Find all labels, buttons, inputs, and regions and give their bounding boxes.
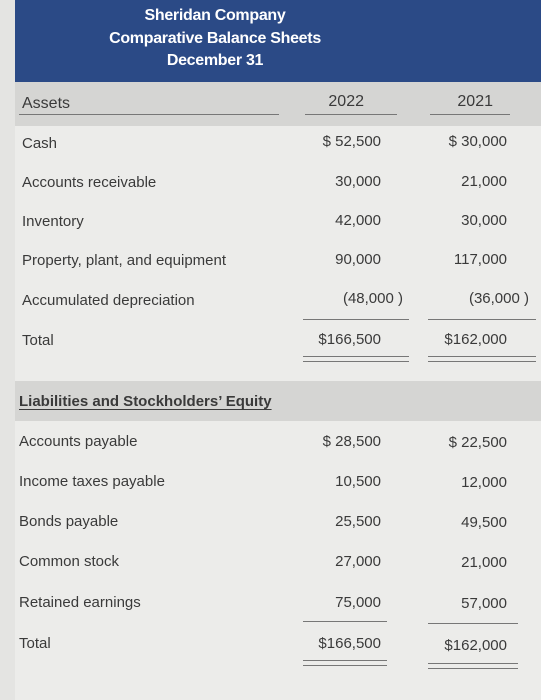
asset-value-2022: (48,000 )	[342, 290, 403, 307]
liability-label: Common stock	[19, 553, 120, 570]
asset-value-2022: 90,000	[335, 251, 381, 268]
liability-value-2021: $ 22,500	[448, 434, 507, 451]
liability-value-2022: 75,000	[335, 594, 381, 611]
asset-value-2021: $ 30,000	[448, 133, 507, 150]
asset-label: Cash	[22, 135, 58, 152]
liability-value-2021: 57,000	[461, 595, 507, 612]
liability-value-2022: 25,500	[335, 513, 381, 530]
col-2022-header: 2022	[328, 93, 364, 110]
company-name: Sheridan Company	[144, 7, 286, 24]
liabilities-header: Liabilities and Stockholders’ Equity	[19, 393, 272, 410]
asset-label: Accumulated depreciation	[22, 292, 195, 309]
report-date: December 31	[166, 52, 264, 69]
report-header	[15, 0, 541, 82]
liability-label: Bonds payable	[19, 513, 119, 530]
report-title: Comparative Balance Sheets	[109, 30, 321, 47]
asset-value-2022: 42,000	[335, 212, 381, 229]
liabilities-total-2021: $162,000	[444, 637, 507, 654]
liability-value-2022: 10,500	[335, 473, 381, 490]
asset-value-2021: 30,000	[461, 212, 507, 229]
asset-label: Inventory	[22, 213, 84, 230]
total-double-underline-2022	[303, 660, 387, 666]
subtotal-underline-2022	[303, 621, 387, 622]
col-2022-underline	[305, 114, 397, 115]
assets-total-label: Total	[22, 332, 54, 349]
asset-value-2021: (36,000 )	[468, 290, 529, 307]
assets-header-underline	[19, 114, 279, 115]
total-double-underline-2021	[428, 663, 518, 669]
liability-value-2021: 12,000	[461, 474, 507, 491]
assets-total-2022: $166,500	[318, 331, 381, 348]
assets-header: Assets	[22, 95, 71, 112]
asset-label: Property, plant, and equipment	[22, 252, 227, 269]
subtotal-underline-2021	[428, 623, 518, 624]
asset-value-2022: 30,000	[335, 173, 381, 190]
liability-value-2022: 27,000	[335, 553, 381, 570]
subtotal-underline-2022	[303, 319, 409, 320]
asset-label: Accounts receivable	[22, 174, 157, 191]
asset-value-2022: $ 52,500	[322, 133, 381, 150]
total-double-underline-2021	[428, 356, 536, 362]
liability-label: Retained earnings	[19, 594, 141, 611]
liability-label: Accounts payable	[19, 433, 138, 450]
liabilities-total-label: Total	[19, 635, 51, 652]
liability-value-2022: $ 28,500	[322, 433, 381, 450]
asset-value-2021: 21,000	[461, 173, 507, 190]
assets-total-2021: $162,000	[444, 331, 507, 348]
asset-value-2021: 117,000	[453, 251, 507, 268]
liability-value-2021: 49,500	[461, 514, 507, 531]
col-2021-underline	[430, 114, 510, 115]
liability-value-2021: 21,000	[461, 554, 507, 571]
liabilities-total-2022: $166,500	[318, 635, 381, 652]
subtotal-underline-2021	[428, 319, 536, 320]
col-2021-header: 2021	[457, 93, 493, 110]
total-double-underline-2022	[303, 356, 409, 362]
liability-label: Income taxes payable	[19, 473, 165, 490]
